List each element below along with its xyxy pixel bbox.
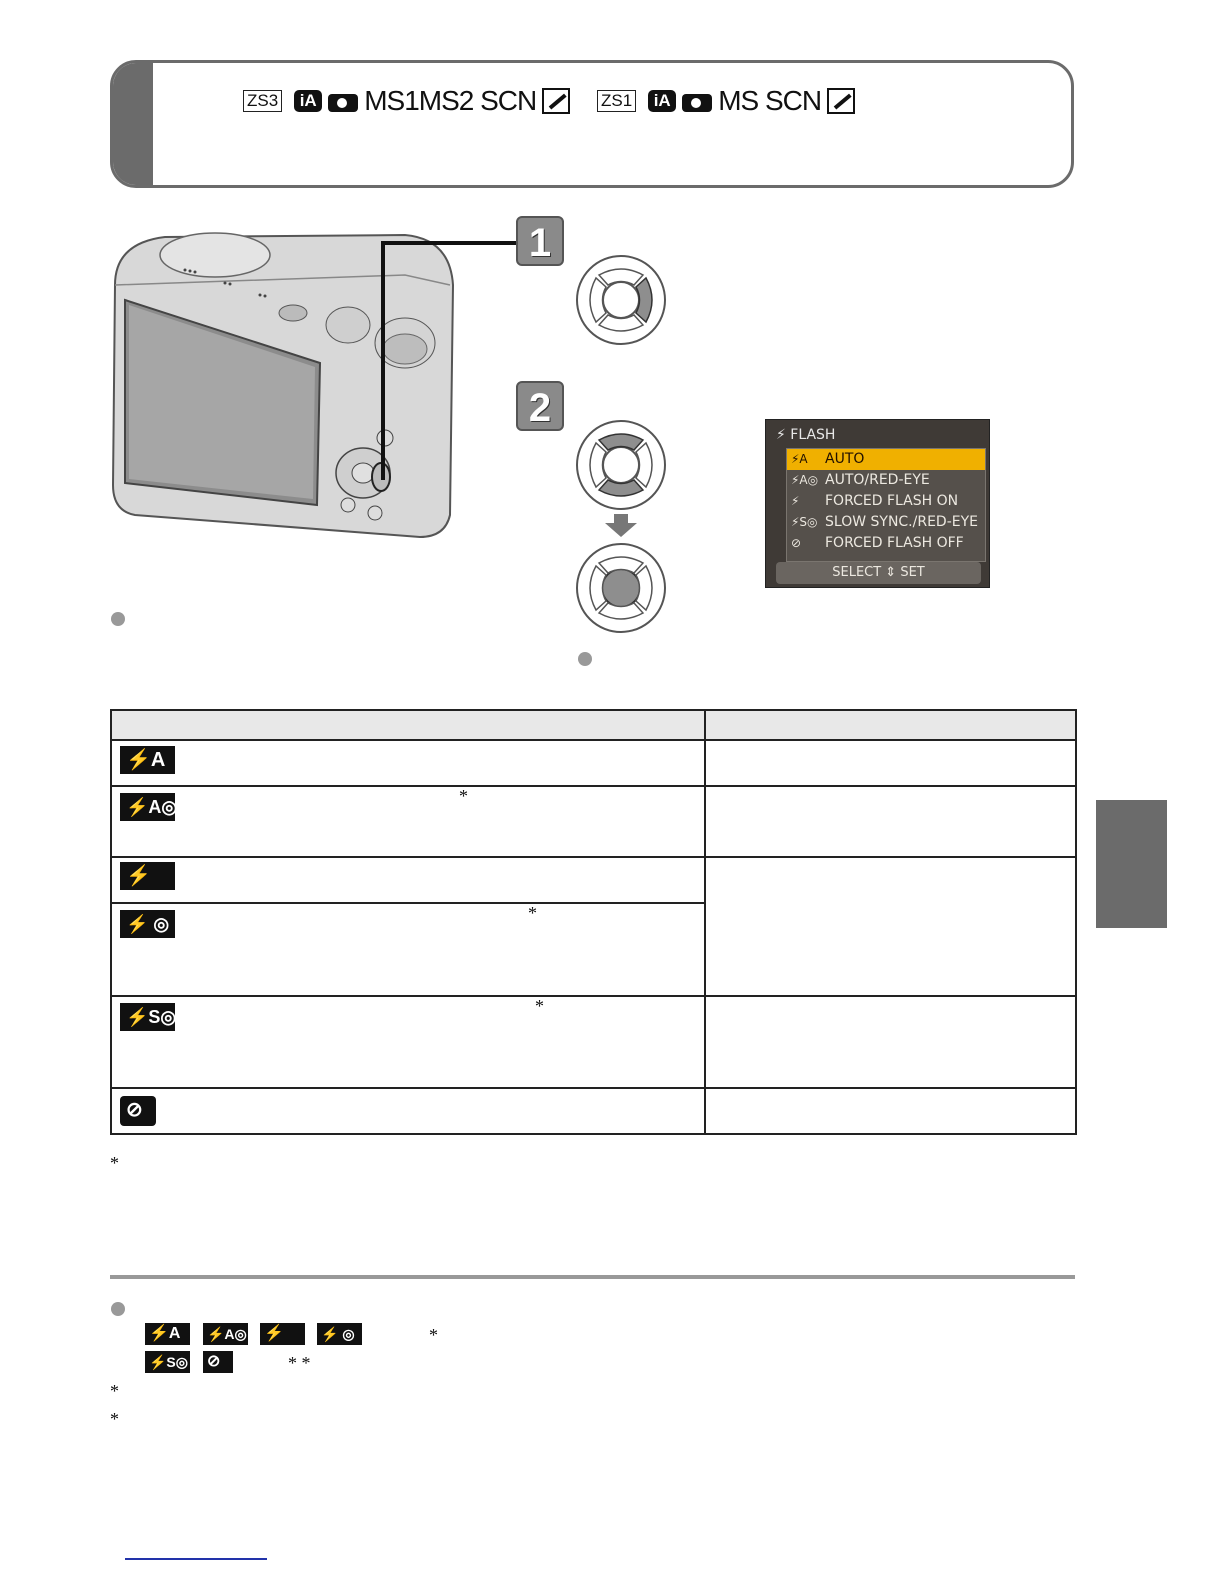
step-badge-2: 2 bbox=[516, 381, 564, 431]
footnote-mark: * bbox=[459, 786, 468, 806]
flash-on-icon: ⚡ bbox=[120, 862, 175, 890]
cursor-pad-up-down bbox=[574, 418, 668, 512]
bullet-dot bbox=[111, 612, 125, 626]
step-badge-1: 1 bbox=[516, 216, 564, 266]
cursor-pad-right bbox=[574, 253, 668, 347]
footnote-mark: * bbox=[110, 1409, 119, 1429]
mode-icons-zs3 bbox=[243, 84, 570, 118]
camera-illustration bbox=[105, 215, 575, 545]
model-tag-zs1: ZS1 bbox=[597, 90, 636, 112]
footnote-mark: * bbox=[110, 1381, 119, 1401]
side-section-tab bbox=[1096, 800, 1167, 928]
flash-off-icon: ⊘ bbox=[120, 1096, 156, 1126]
bullet-dot bbox=[578, 652, 592, 666]
table-row-divider bbox=[112, 856, 1075, 858]
arrow-down-icon bbox=[604, 514, 638, 538]
table-row-divider bbox=[112, 902, 705, 904]
header-box bbox=[110, 60, 1074, 188]
bullet-dot bbox=[111, 1302, 125, 1316]
mode-icons-zs1 bbox=[597, 84, 855, 118]
footnote-mark: * bbox=[110, 1153, 119, 1173]
flash-menu-item-forced-off[interactable]: ⊘ FORCED FLASH OFF bbox=[791, 535, 964, 551]
footnote-mark: * bbox=[528, 903, 537, 923]
flash-on-red-eye-icon: ⚡ ◎ bbox=[317, 1323, 362, 1345]
flash-menu-title: ⚡ FLASH bbox=[776, 427, 836, 443]
mode-labels-zs3: MS1MS2 SCN bbox=[364, 85, 537, 116]
footnote-mark: * * bbox=[288, 1353, 311, 1373]
flash-auto-red-eye-icon: ⚡A◎ bbox=[203, 1323, 248, 1345]
flash-menu-item-auto[interactable]: ⚡A AUTO bbox=[787, 449, 985, 470]
table-row-divider bbox=[112, 1087, 1075, 1089]
table-row-divider bbox=[112, 995, 1075, 997]
intelligent-auto-icon: iA bbox=[294, 90, 322, 112]
flash-slow-sync-icon: ⚡S◎ bbox=[145, 1351, 190, 1373]
header-tab bbox=[113, 63, 153, 185]
flash-menu-screen bbox=[765, 419, 990, 588]
flash-menu-item-slow-sync[interactable]: ⚡S◎ SLOW SYNC./RED-EYE bbox=[791, 514, 979, 530]
cursor-pad-center bbox=[574, 541, 668, 635]
table-row-divider bbox=[112, 739, 1075, 741]
section-divider bbox=[110, 1275, 1075, 1279]
table-column-divider bbox=[704, 711, 706, 1133]
flash-auto-red-eye-icon: ⚡A◎ bbox=[120, 793, 175, 821]
camera-mode-icon bbox=[682, 90, 712, 112]
clipboard-mode-icon bbox=[827, 88, 855, 114]
clipboard-mode-icon bbox=[542, 88, 570, 114]
flash-auto-icon: ⚡A bbox=[120, 746, 175, 774]
flash-auto-icon: ⚡A bbox=[145, 1323, 190, 1345]
flash-off-icon: ⊘ bbox=[203, 1351, 233, 1373]
intelligent-auto-icon: iA bbox=[648, 90, 676, 112]
flash-menu-list bbox=[786, 448, 986, 562]
flash-menu-footer: SELECT ⇕ SET bbox=[776, 562, 981, 584]
model-tag-zs3: ZS3 bbox=[243, 90, 282, 112]
flash-modes-table bbox=[110, 709, 1077, 1135]
flash-on-red-eye-icon: ⚡ ◎ bbox=[120, 910, 175, 938]
flash-menu-item-auto-red-eye[interactable]: ⚡A◎ AUTO/RED-EYE bbox=[791, 472, 930, 488]
flash-icon: ⚡ bbox=[776, 427, 786, 443]
link-underline[interactable] bbox=[125, 1558, 267, 1560]
flash-on-icon: ⚡ bbox=[260, 1323, 305, 1345]
flash-menu-item-forced-on[interactable]: ⚡ FORCED FLASH ON bbox=[791, 493, 959, 509]
flash-slow-sync-icon: ⚡S◎ bbox=[120, 1003, 175, 1031]
mode-labels-zs1: MS SCN bbox=[718, 85, 822, 116]
footnote-mark: * bbox=[535, 996, 544, 1016]
camera-mode-icon bbox=[328, 90, 358, 112]
footnote-mark: * bbox=[429, 1325, 438, 1345]
table-row-divider bbox=[112, 785, 1075, 787]
